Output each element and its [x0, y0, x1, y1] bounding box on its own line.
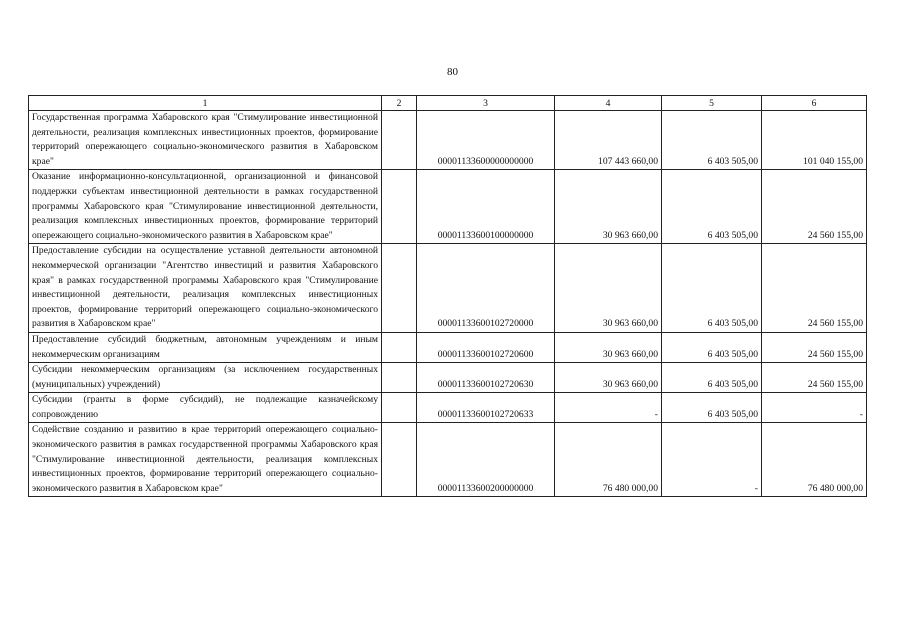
table-row	[29, 332, 867, 362]
row-name: Предоставление субсидии на осуществление уставной деятельности автономной некоммерческой организации "Агентство инвестиций и развития Хабаровского края" в рамках государственной программы Хабаровского края "Стимулирование инвестиционной деятельности, реализация комплексных инвестиционных проектов, формирование территорий опережающего социально-экономического развития в Хабаровском крае"	[29, 244, 382, 333]
row-code: 00001133600102720600	[417, 332, 555, 362]
row-col2	[382, 393, 417, 423]
row-value-6: 24 560 155,00	[762, 244, 867, 333]
row-name: Субсидии (гранты в форме субсидий), не подлежащие казначейскому сопровождению	[29, 393, 382, 423]
row-col2	[382, 332, 417, 362]
row-col2	[382, 423, 417, 497]
column-header-5: 5	[662, 96, 762, 111]
row-code: 00001133600102720633	[417, 393, 555, 423]
column-header-2: 2	[382, 96, 417, 111]
column-header-4: 4	[555, 96, 662, 111]
row-value-5: 6 403 505,00	[662, 170, 762, 244]
row-value-5: -	[662, 423, 762, 497]
row-value-6: 24 560 155,00	[762, 363, 867, 393]
table-row	[29, 170, 867, 244]
row-value-4: 30 963 660,00	[555, 332, 662, 362]
table-row	[29, 244, 867, 333]
row-value-5: 6 403 505,00	[662, 363, 762, 393]
table-row	[29, 393, 867, 423]
row-value-6: 101 040 155,00	[762, 111, 867, 170]
row-value-4: 30 963 660,00	[555, 244, 662, 333]
column-header-3: 3	[417, 96, 555, 111]
row-code: 00001133600100000000	[417, 170, 555, 244]
column-header-1: 1	[29, 96, 382, 111]
row-value-6: 24 560 155,00	[762, 332, 867, 362]
row-value-4: 30 963 660,00	[555, 170, 662, 244]
column-header-6: 6	[762, 96, 867, 111]
budget-table	[28, 95, 867, 497]
row-value-4: 30 963 660,00	[555, 363, 662, 393]
row-col2	[382, 363, 417, 393]
row-col2	[382, 244, 417, 333]
table-row	[29, 111, 867, 170]
row-value-4: 107 443 660,00	[555, 111, 662, 170]
row-name: Содействие созданию и развитию в крае территорий опережающего социально-экономического развития в рамках государственной программы Хабаровского края "Стимулирование инвестиционной деятельности, реализация комплексных инвестиционных проектов, формирование территорий опережающего социально-экономического развития в Хабаровском крае"	[29, 423, 382, 497]
header-row	[29, 96, 867, 111]
row-value-4: 76 480 000,00	[555, 423, 662, 497]
row-value-5: 6 403 505,00	[662, 393, 762, 423]
row-value-4: -	[555, 393, 662, 423]
row-name: Субсидии некоммерческим организациям (за исключением государственных (муниципальных) учреждений)	[29, 363, 382, 393]
row-col2	[382, 170, 417, 244]
table-row	[29, 363, 867, 393]
row-code: 00001133600102720000	[417, 244, 555, 333]
row-value-5: 6 403 505,00	[662, 332, 762, 362]
row-value-6: -	[762, 393, 867, 423]
row-col2	[382, 111, 417, 170]
row-value-5: 6 403 505,00	[662, 111, 762, 170]
row-code: 00001133600102720630	[417, 363, 555, 393]
row-name: Оказание информационно-консультационной, организационной и финансовой поддержки субъектам инвестиционной деятельности в рамках государственной программы Хабаровского края "Стимулирование инвестиционной деятельности, реализация комплексных инвестиционных проектов, формирование территорий опережающего социально-экономического развития в Хабаровском крае"	[29, 170, 382, 244]
row-value-6: 24 560 155,00	[762, 170, 867, 244]
row-code: 00001133600200000000	[417, 423, 555, 497]
row-code: 00001133600000000000	[417, 111, 555, 170]
row-name: Государственная программа Хабаровского края "Стимулирование инвестиционной деятельности, реализация комплексных инвестиционных проектов, формирование территорий опережающего социально-экономического развития в Хабаровском крае"	[29, 111, 382, 170]
table-row	[29, 423, 867, 497]
row-value-5: 6 403 505,00	[662, 244, 762, 333]
page-number: 80	[447, 66, 458, 78]
row-name: Предоставление субсидий бюджетным, автономным учреждениям и иным некоммерческим организациям	[29, 332, 382, 362]
row-value-6: 76 480 000,00	[762, 423, 867, 497]
